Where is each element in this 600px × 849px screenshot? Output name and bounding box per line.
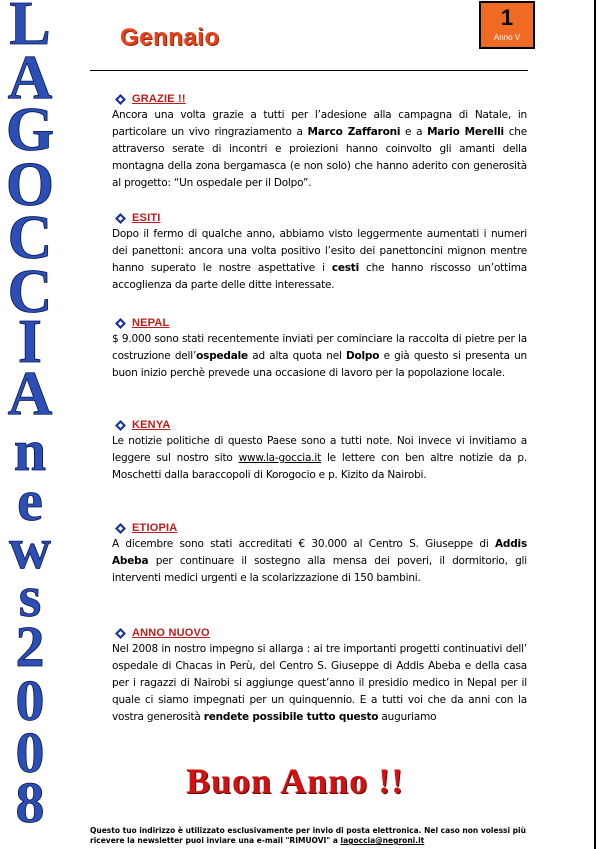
body-text: Nel 2008 in nostro impegno si allarga : ai tre importanti progetti continuativi dell’ ospedale di Chacas in Perù, del Centro S. Giuseppe di Addis Abeba e della casa per i ragazzi di Nairobi si aggiunge quest’anno il presidio medico in Nepal per il quale ci siamo impegnati per un quinquennio. E a tutti voi che da anni con la vostra generosità <box>112 643 527 723</box>
footer-line-2 <box>90 836 540 846</box>
website-link[interactable]: www.la-goccia.it <box>238 452 322 464</box>
masthead-letter: w <box>9 516 51 581</box>
footer-line-2-text: ricevere la newsletter puoi inviare una e-mail "RIMUOVI" a <box>90 836 341 845</box>
section-heading <box>115 210 527 226</box>
section-body <box>112 536 527 587</box>
body-text: auguriamo <box>378 711 437 723</box>
emphasis-text: Marco Zaffaroni <box>307 126 401 138</box>
body-text: A dicembre sono stati accreditati € 30.000 al Centro S. Giuseppe di <box>112 538 495 550</box>
body-text: che attraverso serate di incontri e proiezioni hanno coinvolto gli amanti della montagna della zona bergamasca (e non solo) che hanno aderito con generosità al progetto: “Un ospedale per il Dolpo”. <box>112 126 527 189</box>
page-right-border <box>594 0 596 849</box>
section-body <box>112 641 527 726</box>
section-title: ESITI <box>132 212 161 224</box>
header-divider <box>90 70 528 71</box>
section-etiopia <box>112 520 527 587</box>
body-text: ad alta quota nel <box>247 350 346 362</box>
emphasis-text: Dolpo <box>346 350 380 362</box>
masthead-letter: 0 <box>15 720 45 785</box>
diamond-bullet-icon <box>115 94 126 105</box>
masthead-letter: n <box>13 418 47 483</box>
masthead-letters <box>2 0 62 845</box>
section-heading <box>115 315 527 331</box>
section-body <box>112 226 527 294</box>
masthead-letter: L <box>9 0 51 58</box>
diamond-bullet-icon <box>115 420 126 431</box>
unsubscribe-email-link[interactable]: lagoccia@negroni.it <box>340 836 425 845</box>
masthead-letter: 0 <box>15 668 45 733</box>
section-title: GRAZIE !! <box>132 93 186 105</box>
month-title: Gennaio <box>120 24 220 51</box>
section-title: ETIOPIA <box>132 522 178 534</box>
masthead-letter: O <box>5 151 55 219</box>
body-text: Dopo il fermo di qualche anno, abbiamo visto leggermente aumentati i numeri dei panettoni: ancora una volta positivo l’esito dei panettoncini mignon mentre hanno superato le nostre aspettative i <box>112 228 527 274</box>
section-body <box>112 331 527 382</box>
masthead-letter: A <box>7 360 53 428</box>
body-text: per continuare il sostegno alla mensa dei poveri, il dormitorio, gli interventi medici urgenti e la scolarizzazione di 150 bambini. <box>112 555 527 584</box>
masthead-letter: A <box>7 44 53 112</box>
emphasis-text: Mario Merelli <box>427 126 504 138</box>
masthead-letter: 2 <box>15 614 45 679</box>
footer-notice <box>90 826 540 846</box>
body-text: che hanno riscosso un’ottima accoglienza da parte delle ditte interessate. <box>112 262 527 291</box>
section-esiti <box>112 210 527 294</box>
emphasis-text: rendete possibile tutto questo <box>203 711 379 723</box>
diamond-bullet-icon <box>115 318 126 329</box>
section-heading <box>115 625 527 641</box>
greeting-banner: Buon Anno !! <box>186 761 405 801</box>
masthead-letter: 8 <box>15 770 45 835</box>
section-body <box>112 107 527 192</box>
masthead-letter: C <box>7 258 53 326</box>
section-heading <box>115 520 527 536</box>
diamond-bullet-icon <box>115 523 126 534</box>
body-text: Le notizie politiche di questo Paese sono a tutti note. Noi invece vi invitiamo a leggere sul nostro sito <box>112 435 527 464</box>
body-text: Ancora una volta grazie a tutti per l’adesione alla campagna di Natale, in particolare un vivo ringraziamento a <box>112 109 527 138</box>
emphasis-text: Addis Abeba <box>112 538 527 567</box>
section-body <box>112 433 527 484</box>
section-title: ANNO NUOVO <box>132 627 210 639</box>
masthead-letter: e <box>17 468 43 533</box>
issue-number: 1 <box>500 5 514 30</box>
masthead-letter: G <box>5 96 55 164</box>
issue-year: Anno V <box>493 33 521 42</box>
diamond-bullet-icon <box>115 213 126 224</box>
body-text: le lettere con ben altre notizie da p. Moschetti dalla baraccopoli di Korogocio e p. Kizito da Nairobi. <box>112 452 527 481</box>
masthead-letter: C <box>7 204 53 272</box>
section-heading <box>115 91 527 107</box>
body-text: $ 9.000 sono stati recentemente inviati per cominciare la raccolta di pietre per la costruzione dell’ <box>112 333 527 362</box>
body-text: e a <box>400 126 428 138</box>
footer-line-1: Questo tuo indirizzo è utilizzato esclusivamente per invio di posta elettronica. Nel caso non volessi più <box>90 826 526 835</box>
masthead-letter: I <box>17 308 43 376</box>
body-text: e già questo si presenta un buon inizio perchè prevede una occasione di lavoro per la popolazione locale. <box>112 350 527 379</box>
vertical-masthead <box>2 0 62 845</box>
issue-badge <box>479 1 535 49</box>
section-title: KENYA <box>132 419 171 431</box>
section-heading <box>115 417 527 433</box>
section-grazie <box>112 91 527 192</box>
section-nepal <box>112 315 527 382</box>
masthead-letter: s <box>18 564 42 629</box>
section-title: NEPAL <box>132 317 170 329</box>
section-anno-nuovo <box>112 625 527 726</box>
diamond-bullet-icon <box>115 628 126 639</box>
emphasis-text: cesti <box>331 262 360 274</box>
emphasis-text: ospedale <box>196 350 248 362</box>
section-kenya <box>112 417 527 484</box>
